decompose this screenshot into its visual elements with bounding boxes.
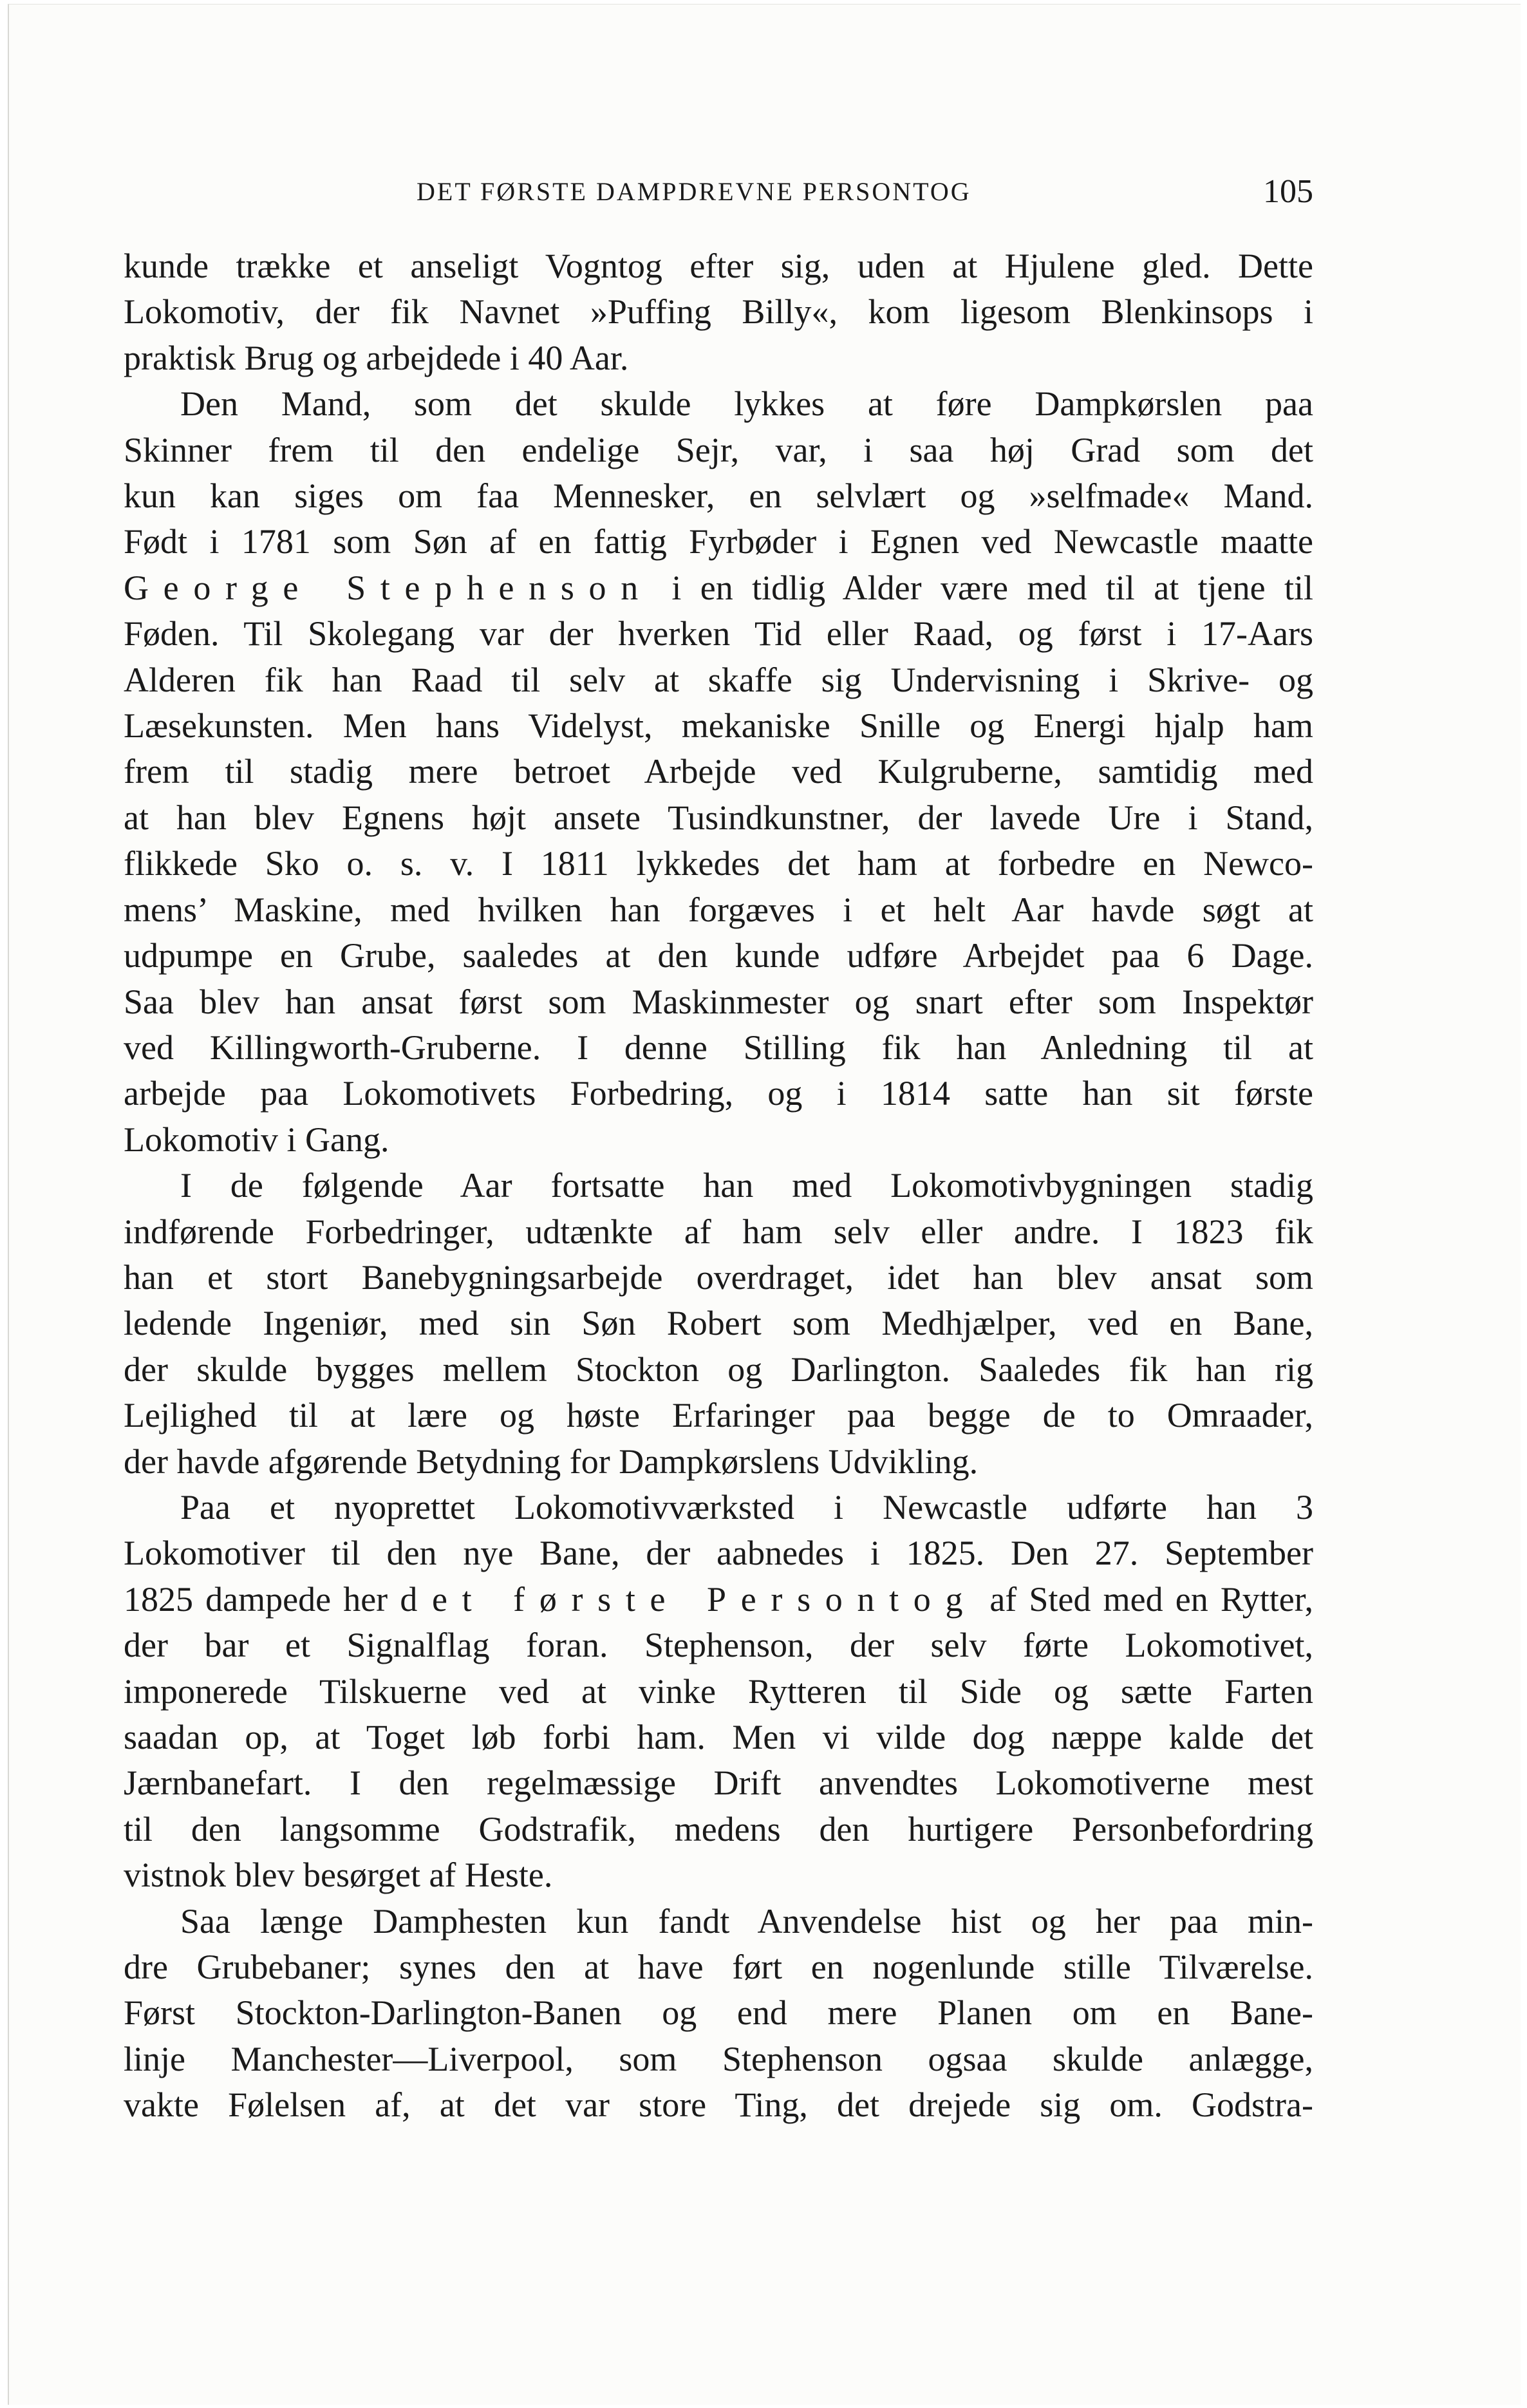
paragraph-4-line-2: Lokomotiver til den nye Bane, der aabnedes i 1825. Den 27. September bbox=[124, 1534, 1313, 1573]
paragraph-5-line-2: dre Grubebaner; synes den at have ført en nogenlunde stille Tilværelse. bbox=[124, 1948, 1313, 1987]
paragraph-4-line-8: til den langsomme Godstrafik, medens den hurtigere Personbefordring bbox=[124, 1809, 1313, 1848]
paragraph-2-line-10: at han blev Egnens højt ansete Tusindkunstner, der lavede Ure i Stand, bbox=[124, 798, 1313, 837]
paragraph-4-line-5: imponerede Tilskuerne ved at vinke Rytteren til Side og sætte Farten bbox=[124, 1671, 1313, 1711]
paragraph-5-line-1: Saa længe Damphesten kun fandt Anvendelse hist og her paa min- bbox=[180, 1901, 1313, 1941]
paragraph-4-line-9: vistnok blev besørget af Heste. bbox=[124, 1856, 553, 1895]
paragraph-3-line-5: der skulde bygges mellem Stockton og Darlington. Saaledes fik han rig bbox=[124, 1350, 1313, 1389]
body-text bbox=[124, 243, 1313, 2129]
paragraph-3-line-4: ledende Ingeniør, med sin Søn Robert som Medhjælper, ved en Bane, bbox=[124, 1304, 1313, 1343]
paragraph-3-line-2: indførende Forbedringer, udtænkte af ham selv eller andre. I 1823 fik bbox=[124, 1212, 1313, 1251]
paragraph-2-line-11: flikkede Sko o. s. v. I 1811 lykkedes det ham at forbedre en Newco- bbox=[124, 844, 1313, 883]
paragraph-2-line-6: Føden. Til Skolegang var der hverken Tid eller Raad, og først i 17-Aars bbox=[124, 614, 1313, 654]
paragraph-3-line-1: I de følgende Aar fortsatte han med Lokomotivbygningen stadig bbox=[180, 1166, 1313, 1205]
paragraph-2-line-16: arbejde paa Lokomotivets Forbedring, og i 1814 satte han sit første bbox=[124, 1074, 1313, 1113]
paragraph-1-line-1: kunde trække et anseligt Vogntog efter sig, uden at Hjulene gled. Dette bbox=[124, 247, 1313, 285]
paragraph-2-line-1: Den Mand, som det skulde lykkes at føre Dampkørslen paa bbox=[180, 384, 1313, 424]
paragraph-4-line-4: der bar et Signalflag foran. Stephenson, der selv førte Lokomotivet, bbox=[124, 1626, 1313, 1665]
paragraph-2-line-2: Skinner frem til den endelige Sejr, var, i saa høj Grad som det bbox=[124, 430, 1313, 469]
paragraph-1-line-2: Lokomotiv, der fik Navnet »Puffing Billy«, kom ligesom Blenkinsops i bbox=[124, 292, 1313, 332]
paragraph-4-line-1: Paa et nyoprettet Lokomotivværksted i Newcastle udførte han 3 bbox=[180, 1487, 1313, 1527]
paragraph-4-line-6: saadan op, at Toget løb forbi ham. Men vi vilde dog næppe kalde det bbox=[124, 1718, 1313, 1756]
paragraph-2-line-13: udpumpe en Grube, saaledes at den kunde udføre Arbejdet paa 6 Dage. bbox=[124, 936, 1313, 975]
paragraph-5-line-3: Først Stockton-Darlington-Banen og end mere Planen om en Bane- bbox=[124, 1993, 1313, 2033]
running-head: DET FØRSTE DAMPDREVNE PERSONTOG bbox=[417, 177, 971, 206]
paragraph-4-line-7: Jærnbanefart. I den regelmæssige Drift anvendtes Lokomotiverne mest bbox=[124, 1764, 1313, 1803]
line-rest: i en tidlig Alder være med til at tjene til bbox=[652, 568, 1313, 607]
paragraph-2-line-3: kun kan siges om faa Mennesker, en selvlært og »selfmade« Mand. bbox=[124, 476, 1313, 516]
paragraph-2-line-5 bbox=[124, 565, 1313, 611]
paragraph-5-line-4: linje Manchester—Liverpool, som Stephenson ogsaa skulde anlægge, bbox=[124, 2039, 1313, 2078]
paragraph-2-line-9: frem til stadig mere betroet Arbejde ved Kulgruberne, samtidig med bbox=[124, 752, 1313, 791]
paragraph-2-line-7: Alderen fik han Raad til selv at skaffe sig Undervisning i Skrive- og bbox=[124, 660, 1313, 699]
paragraph-3-line-3: han et stort Banebygningsarbejde overdraget, idet han blev ansat som bbox=[124, 1257, 1313, 1297]
paragraph-4-line-3 bbox=[124, 1577, 1313, 1623]
paragraph-2-line-15: ved Killingworth-Gruberne. I denne Stilling fik han Anledning til at bbox=[124, 1028, 1313, 1067]
paragraph-2-line-14: Saa blev han ansat først som Maskinmester og snart efter som Inspektør bbox=[124, 982, 1313, 1021]
spaced-name-stephenson: George Stephenson bbox=[124, 568, 653, 607]
page-header bbox=[124, 173, 1313, 218]
page-number: 105 bbox=[1263, 173, 1313, 210]
paragraph-2-line-4: Født i 1781 som Søn af en fattig Fyrbøder i Egnen ved Newcastle maatte bbox=[124, 522, 1313, 561]
paragraph-1-line-3: praktisk Brug og arbejdede i 40 Aar. bbox=[124, 338, 629, 377]
paragraph-2-line-8: Læsekunsten. Men hans Videlyst, mekaniske Snille og Energi hjalp ham bbox=[124, 706, 1313, 746]
paragraph-3-line-7: der havde afgørende Betydning for Dampkørslens Udvikling. bbox=[124, 1442, 979, 1481]
spaced-phrase-first-passenger-train: det første Persontog bbox=[400, 1579, 978, 1619]
paragraph-3-line-6: Lejlighed til at lære og høste Erfaringer paa begge de to Omraader, bbox=[124, 1396, 1313, 1435]
paragraph-5-line-5: vakte Følelsen af, at det var store Ting, det drejede sig om. Godstra- bbox=[124, 2085, 1313, 2125]
paragraph-2-line-12: mens’ Maskine, med hvilken han forgæves i et helt Aar havde søgt at bbox=[124, 890, 1313, 929]
line-rest: af Sted med en Rytter, bbox=[977, 1579, 1313, 1619]
paragraph-2-line-17: Lokomotiv i Gang. bbox=[124, 1120, 389, 1159]
line-start: 1825 dampede her bbox=[124, 1579, 400, 1619]
